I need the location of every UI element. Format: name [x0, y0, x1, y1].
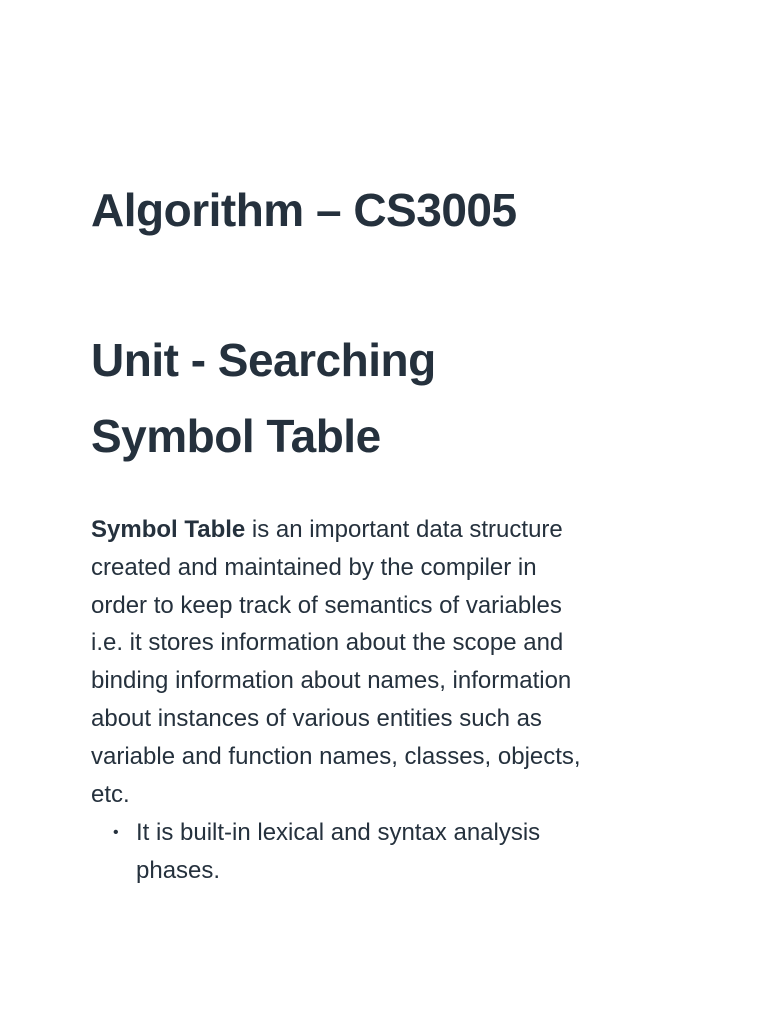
definition-paragraph — [91, 511, 581, 813]
paragraph-line: about instances of various entities such as — [91, 704, 542, 732]
bullet-item — [91, 814, 540, 890]
paragraph-line: binding information about names, information — [91, 667, 572, 695]
bullet-line: phases. — [136, 856, 221, 884]
bullet-icon: • — [113, 824, 119, 841]
paragraph-line: created and maintained by the compiler in — [91, 553, 537, 581]
paragraph-line: variable and function names, classes, objects, — [91, 742, 581, 770]
document-title: Algorithm – CS3005 — [91, 184, 517, 236]
bullet-line: It is built-in lexical and syntax analysis — [136, 819, 541, 846]
topic-heading: Symbol Table — [91, 410, 381, 462]
unit-heading: Unit - Searching — [91, 334, 436, 386]
paragraph-line: order to keep track of semantics of variables — [91, 591, 562, 619]
bullet-list — [91, 814, 540, 890]
defined-term: Symbol Table — [91, 516, 246, 543]
paragraph-line: Symbol Table is an important data structure — [91, 516, 563, 543]
paragraph-line: i.e. it stores information about the scope and — [91, 629, 564, 657]
paragraph-line: etc. — [91, 780, 130, 808]
